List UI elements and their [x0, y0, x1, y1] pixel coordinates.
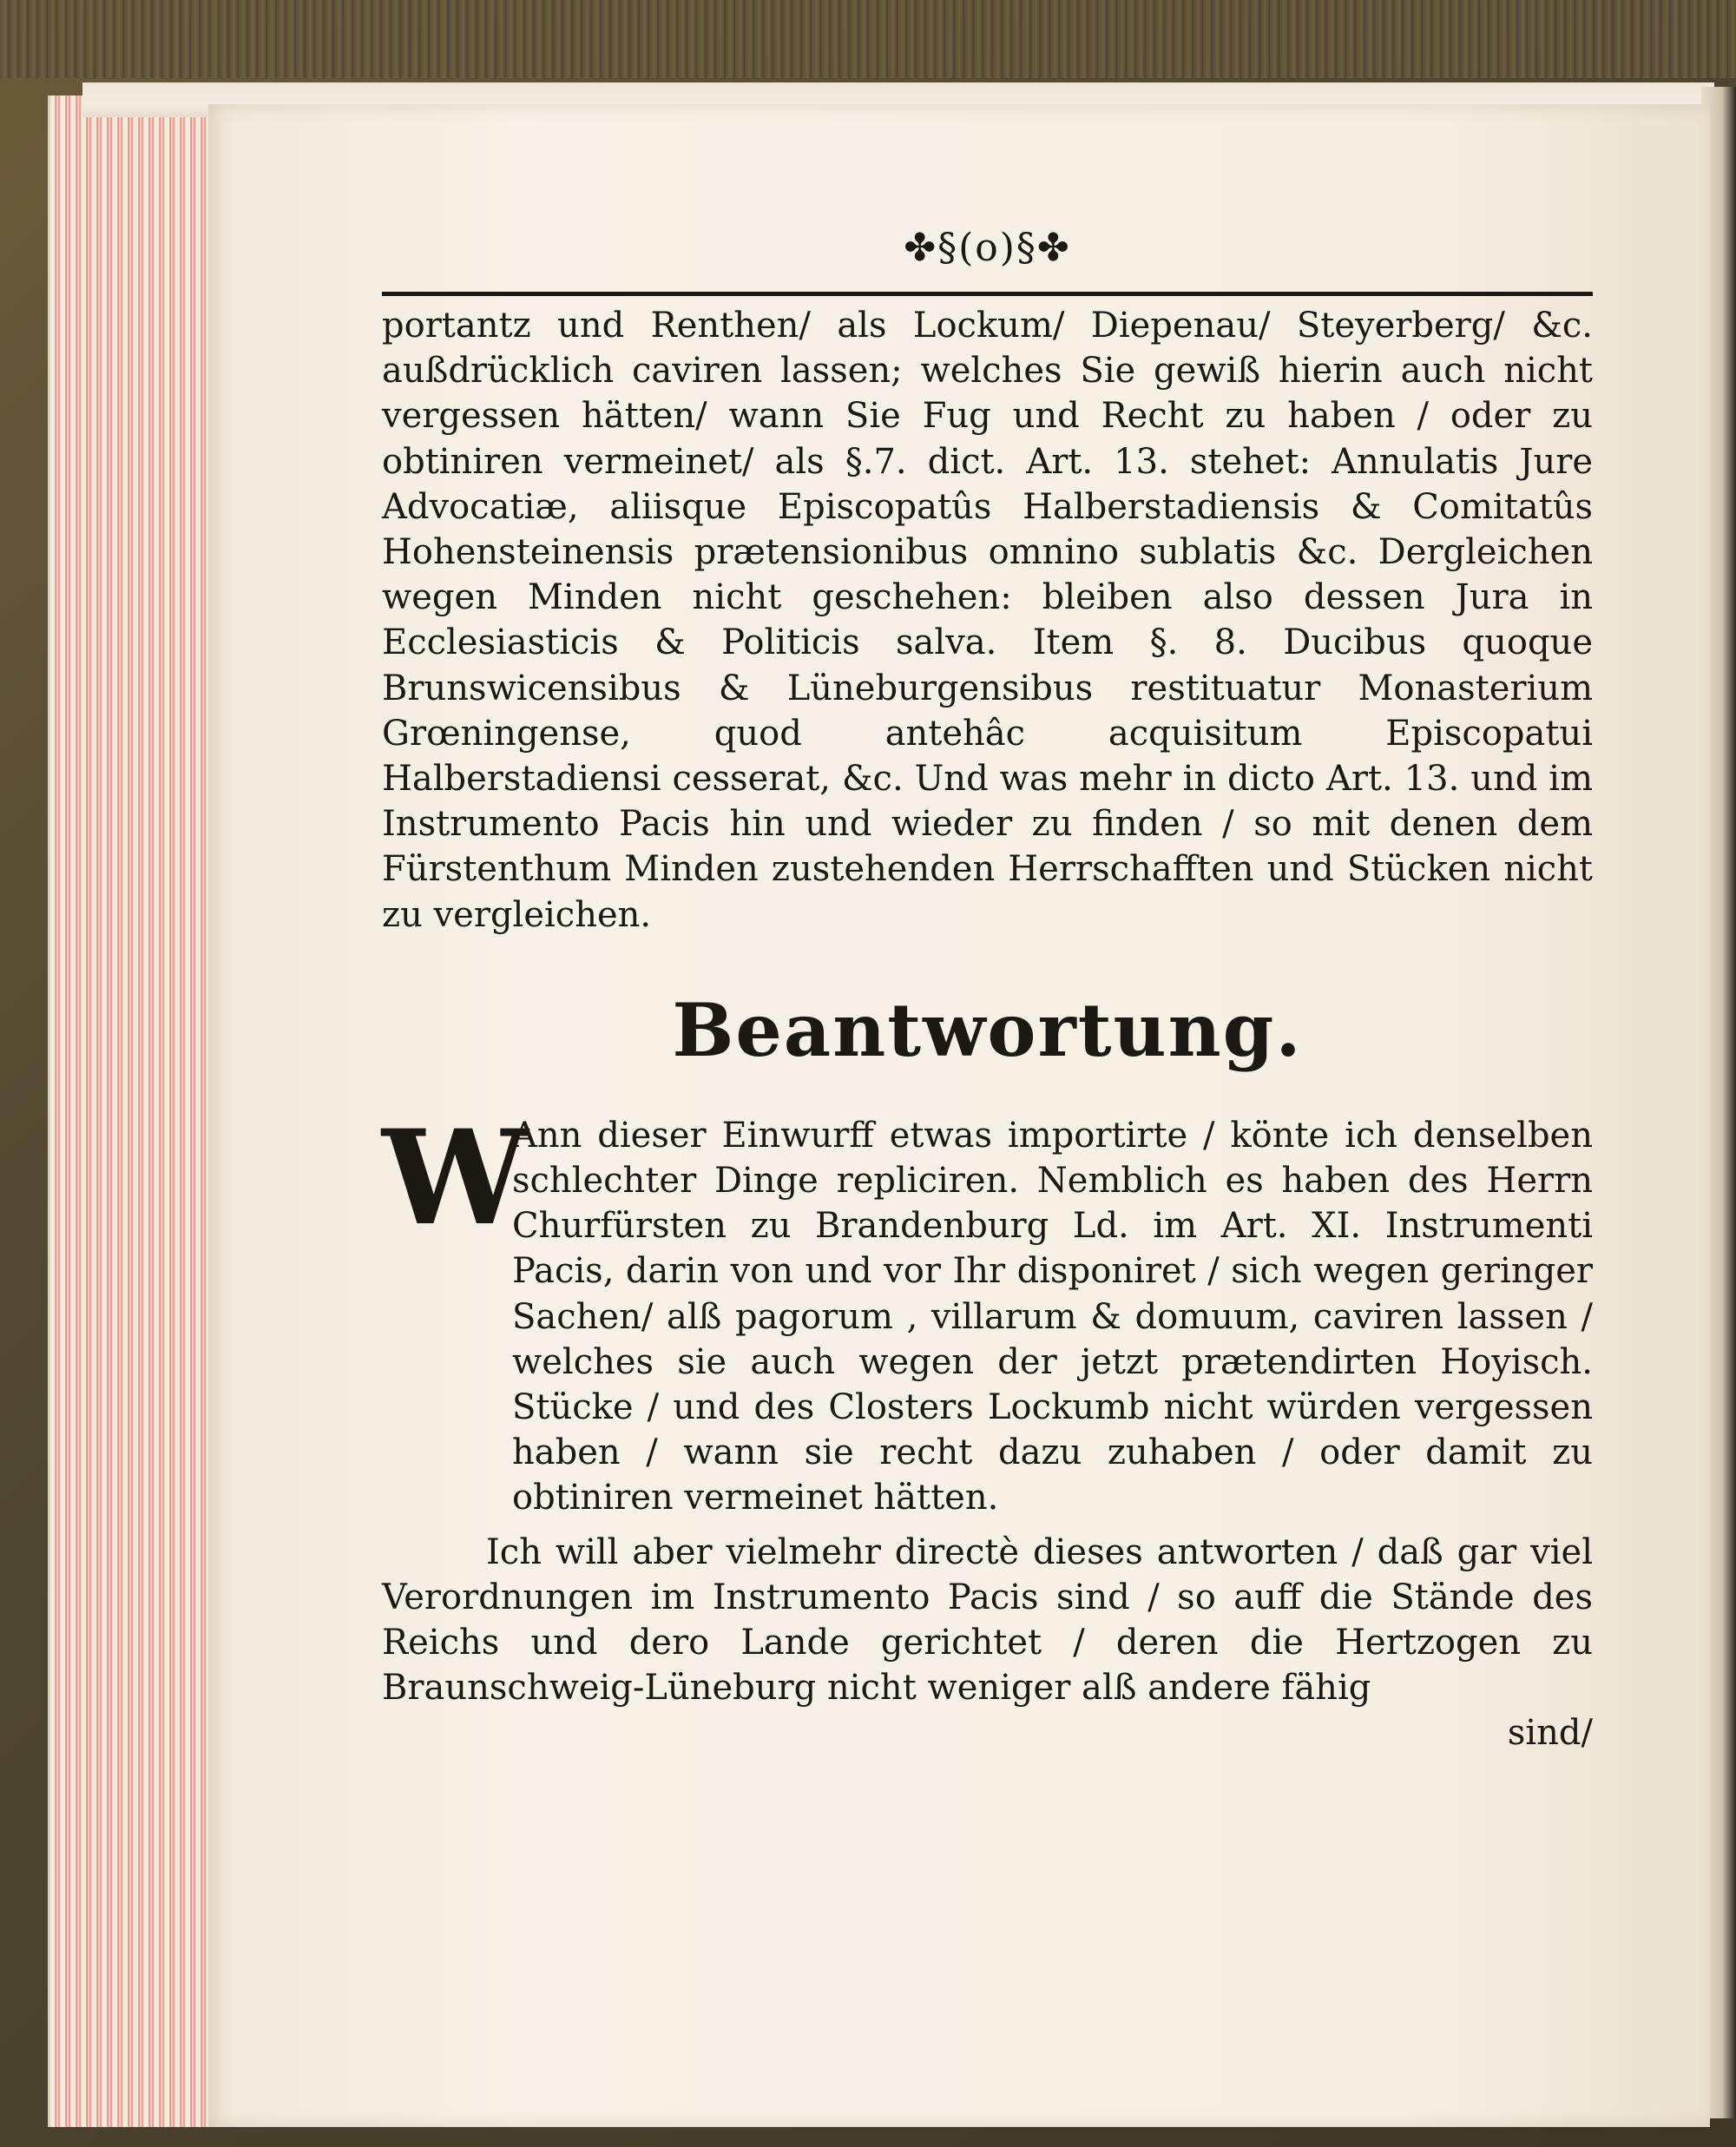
section-heading: Beantwortung.: [672, 986, 1303, 1073]
page-number: ✤§(o)§✤: [904, 226, 1071, 270]
book-page: [208, 104, 1710, 2127]
paragraph-2: [382, 1101, 1593, 1521]
page-content: [382, 226, 1593, 1755]
drop-cap-initial: W: [382, 1101, 529, 1255]
paragraph-2-block: [382, 1101, 1593, 1521]
cover-top-edge: [0, 0, 1736, 78]
page-edges-left: [48, 95, 215, 2127]
header-rule: [382, 292, 1593, 296]
paragraph-3: Ich will aber vielmehr directè dieses antworten / daß gar viel Verordnungen im Instrumento Pacis sind / so auff die Stände des Reichs und dero Lande gerichtet / deren die Hertzogen zu Braunschweig-Lüneburg nicht weniger alß andere fähig: [382, 1531, 1593, 1709]
catchword: sind/: [1507, 1713, 1593, 1754]
paragraph-2-text: Ann dieser Einwurff etwas importirte / könte ich denselben schlechter Dinge repliciren. Nemblich es haben des Herrn Churfürsten zu Brandenburg Ld. im Art. XI. Instrumenti Pacis, darin von und vor Ihr disponiret / sich wegen geringer Sachen/ alß pagorum , villarum & domuum, caviren lassen / welches sie auch wegen der jetzt prætendirten Hoyisch. Stücke / und des Closters Lockumb nicht würden vergessen haben / wann sie recht dazu zuhaben / oder damit zu obtiniren vermeinet hätten.: [512, 1115, 1593, 1518]
paragraph-1: portantz und Renthen/ als Lockum/ Diepenau/ Steyerberg/ &c. außdrücklich caviren lassen; welches Sie gewiß hierin auch nicht vergessen hätten/ wann Sie Fug und Recht zu haben / oder zu obtiniren vermeinet/ als §.7. dict. Art. 13. stehet: Annulatis Jure Advocatiæ, aliisque Episcopatûs Halberstadiensis & Comitatûs Hohensteinensis prætensionibus omnino sublatis &c. Dergleichen wegen Minden nicht geschehen: bleiben also dessen Jura in Ecclesiasticis & Politicis salva. Item §. 8. Ducibus quoque Brunswicensibus & Lüneburgensibus restituatur Monasterium Grœningense, quod antehâc acquisitum Episcopatui Halberstadiensi cesserat, &c. Und was mehr in dicto Art. 13. und im Instrumento Pacis hin und wieder zu finden / so mit denen dem Fürstenthum Minden zustehenden Herrschafften und Stücken nicht zu vergleichen.: [382, 306, 1593, 935]
